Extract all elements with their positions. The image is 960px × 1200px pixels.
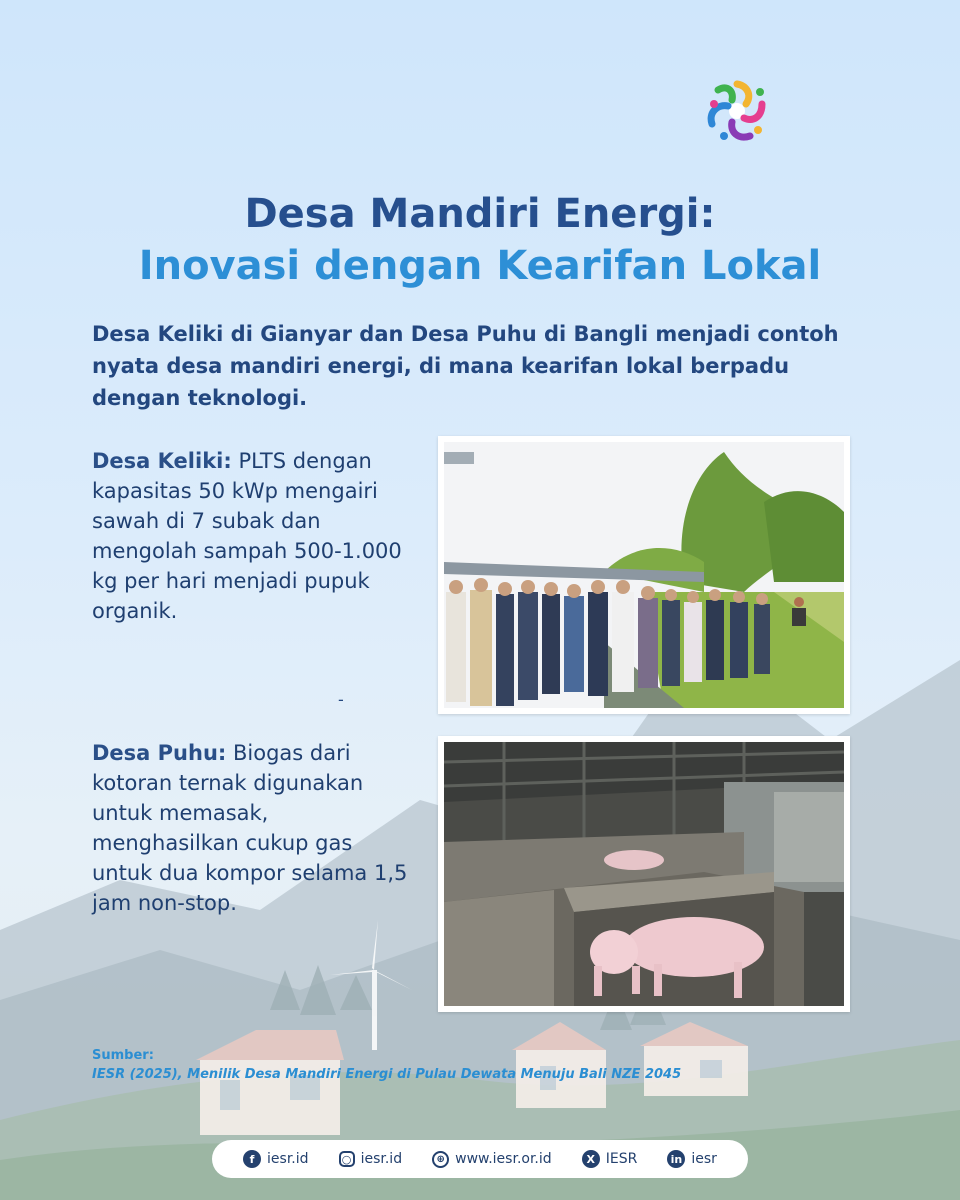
intro-text: Desa Keliki di Gianyar dan Desa Puhu di Bangli menjadi contoh nyata desa mandiri energi, di mana kearifan lokal berpadu dengan teknologi. [92,322,839,410]
page-title [0,188,960,292]
photo-keliki [438,436,850,714]
x-handle: IESR [605,1151,638,1167]
iesr-logo [700,74,774,148]
section-puhu [92,738,412,918]
section-puhu-text: Biogas dari kotoran ternak digunakan untuk memasak, menghasilkan cukup gas untuk dua kompor selama 1,5 jam non-stop. [92,741,408,915]
website-url: www.iesr.or.id [455,1151,552,1167]
social-facebook[interactable] [243,1150,309,1168]
instagram-icon: ○ [339,1151,355,1167]
separator-dash: - [338,690,344,709]
globe-icon: ⊕ [432,1151,449,1168]
section-keliki-name: Desa Keliki: [92,449,232,473]
linkedin-icon: in [667,1150,685,1168]
source-label: Sumber: [92,1048,154,1063]
social-instagram[interactable] [339,1151,403,1167]
social-linkedin[interactable] [667,1150,717,1168]
section-keliki-text: PLTS dengan kapasitas 50 kWp mengairi sawah di 7 subak dan mengolah sampah 500-1.000 kg per hari menjadi pupuk organik. [92,449,402,623]
facebook-handle: iesr.id [267,1151,309,1167]
social-footer [212,1140,748,1178]
social-website[interactable] [432,1151,552,1168]
instagram-handle: iesr.id [360,1151,403,1167]
x-icon: X [582,1150,600,1168]
section-puhu-name: Desa Puhu: [92,741,227,765]
title-line-2: Inovasi dengan Kearifan Lokal [138,243,822,289]
section-keliki [92,446,412,626]
photo-puhu [438,736,850,1012]
title-line-1: Desa Mandiri Energi: [244,191,716,237]
social-x[interactable] [582,1150,638,1168]
source-text: IESR (2025), Menilik Desa Mandiri Energi di Pulau Dewata Menuju Bali NZE 2045 [92,1067,682,1082]
facebook-icon: f [243,1150,261,1168]
linkedin-handle: iesr [691,1151,717,1167]
source-note [92,1046,681,1084]
